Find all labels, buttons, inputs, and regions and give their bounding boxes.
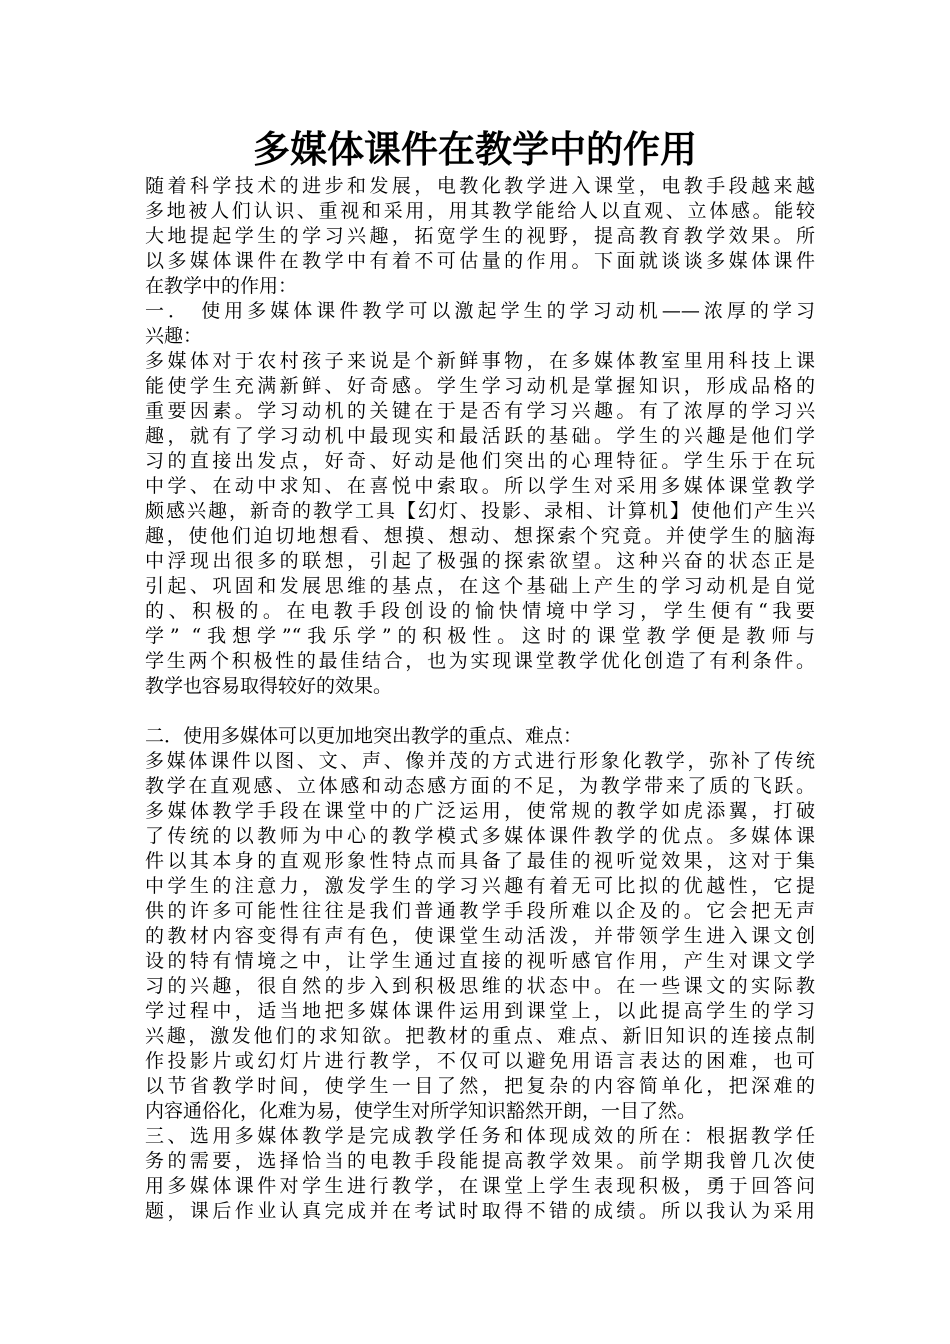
body-line: 能使学生充满新鲜、好奇感。学生学习动机是掌握知识，形成品格的 — [145, 375, 815, 397]
body-line: 多媒体对于农村孩子来说是个新鲜事物，在多媒体教室里用科技上课 — [145, 350, 815, 372]
document-title: 多媒体课件在教学中的作用 — [253, 127, 697, 171]
body-line: 学过程中，适当地把多媒体课件运用到课堂上，以此提高学生的学习 — [145, 1000, 815, 1022]
body-line: 习的兴趣，很自然的步入到积极思维的状态中。在一些课文的实际教 — [145, 975, 815, 997]
body-line: 用多媒体课件对学生进行教学，在课堂上学生表现积极，勇于回答问 — [145, 1175, 815, 1197]
blank-line — [145, 699, 815, 724]
body-line: 在教学中的作用： — [145, 275, 298, 297]
body-line: 务的需要，选择恰当的电教手段能提高教学效果。前学期我曾几次使 — [145, 1150, 815, 1172]
body-line: 重要因素。学习动机的关键在于是否有学习兴趣。有了浓厚的学习兴 — [145, 400, 815, 422]
body-line: 教学在直观感、立体感和动态感方面的不足，为教学带来了质的飞跃。 — [145, 775, 815, 797]
body-line: 题，课后作业认真完成并在考试时取得不错的成绩。所以我认为采用 — [145, 1200, 815, 1222]
body-line: 兴趣： — [145, 325, 203, 347]
body-line: 以多媒体课件在教学中有着不可估量的作用。下面就谈谈多媒体课件 — [145, 250, 815, 272]
body-line: 件以其本身的直观形象性特点而具备了最佳的视听觉效果，这对于集 — [145, 850, 815, 872]
body-line: 颇感兴趣，新奇的教学工具【幻灯、投影、录相、计算机】使他们产生兴 — [145, 500, 815, 522]
body-line: 大地提起学生的学习兴趣，拓宽学生的视野，提高教育教学效果。所 — [145, 225, 815, 247]
body-line: 习的直接出发点，好奇、好动是他们突出的心理特征。学生乐于在玩 — [145, 450, 815, 472]
body-line: 设的特有情境之中，让学生通过直接的视听感官作用，产生对课文学 — [145, 950, 815, 972]
body-line: 中学生的注意力，激发学生的学习兴趣有着无可比拟的优越性，它提 — [145, 875, 815, 897]
body-line: 三、选用多媒体教学是完成教学任务和体现成效的所在：根据教学任 — [145, 1125, 815, 1147]
body-line: 随着科学技术的进步和发展，电教化教学进入课堂，电教手段越来越 — [145, 175, 815, 197]
body-line: 多地被人们认识、重视和采用，用其教学能给人以直观、立体感。能较 — [145, 200, 815, 222]
body-line: 的、积极的。在电教手段创设的愉快情境中学习，学生便有“我要 — [145, 600, 815, 622]
body-line: 中浮现出很多的联想，引起了极强的探索欲望。这种兴奋的状态正是 — [145, 550, 815, 572]
document-body — [145, 174, 815, 1224]
body-line: 趣，使他们迫切地想看、想摸、想动、想探索个究竟。并使学生的脑海 — [145, 525, 815, 547]
body-line: 趣，就有了学习动机中最现实和最活跃的基础。学生的兴趣是他们学 — [145, 425, 815, 447]
body-line: 供的许多可能性往往是我们普通教学手段所难以企及的。它会把无声 — [145, 900, 815, 922]
body-line: 兴趣，激发他们的求知欲。把教材的重点、难点、新旧知识的连接点制 — [145, 1025, 815, 1047]
body-line: 一． 使用多媒体课件教学可以激起学生的学习动机——浓厚的学习 — [145, 300, 815, 322]
body-line: 多媒体教学手段在课堂中的广泛运用，使常规的教学如虎添翼，打破 — [145, 800, 815, 822]
body-line: 中学、在动中求知、在喜悦中索取。所以学生对采用多媒体课堂教学 — [145, 475, 815, 497]
body-line: 学” “我想学”“我乐学”的积极性。这时的课堂教学便是教师与 — [145, 625, 815, 647]
body-line: 多媒体课件以图、文、声、像并茂的方式进行形象化教学，弥补了传统 — [145, 750, 815, 772]
body-line: 作投影片或幻灯片进行教学，不仅可以避免用语言表达的困难，也可 — [145, 1050, 815, 1072]
body-line: 教学也容易取得较好的效果。 — [145, 675, 393, 697]
body-line: 二．使用多媒体可以更加地突出教学的重点、难点： — [145, 725, 583, 747]
body-line: 学生两个积极性的最佳结合，也为实现课堂教学优化创造了有利条件。 — [145, 650, 815, 672]
body-line: 了传统的以教师为中心的教学模式多媒体课件教学的优点。多媒体课 — [145, 825, 815, 847]
body-line: 引起、巩固和发展思维的基点，在这个基础上产生的学习动机是自觉 — [145, 575, 815, 597]
body-line: 内容通俗化，化难为易，使学生对所学知识豁然开朗，一目了然。 — [145, 1100, 697, 1122]
body-line: 的教材内容变得有声有色，使课堂生动活泼，并带领学生进入课文创 — [145, 925, 815, 947]
body-line: 以节省教学时间，使学生一目了然，把复杂的内容简单化，把深难的 — [145, 1075, 815, 1097]
